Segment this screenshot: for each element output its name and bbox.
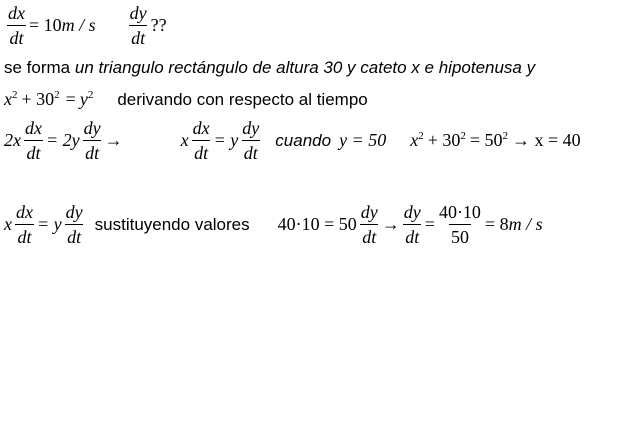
exponent: 2 — [502, 129, 509, 142]
denominator: dt — [15, 224, 33, 246]
numerator: dy — [83, 118, 101, 138]
var-x: x — [4, 89, 12, 109]
var-x: x — [180, 130, 189, 150]
cuando-text: cuando — [275, 130, 332, 150]
equals-term: = 50 — [469, 130, 503, 150]
fraction-dy-dt — [240, 119, 261, 162]
denominator: dt — [192, 140, 210, 162]
fraction-dy-dt — [64, 203, 85, 246]
exponent: 2 — [54, 88, 60, 101]
denominator: dt — [360, 224, 378, 246]
numerator: dy — [360, 202, 378, 222]
denominator: dt — [83, 140, 101, 162]
denominator: dt — [24, 140, 42, 162]
var-x: x — [410, 130, 419, 150]
numerator: dx — [192, 118, 210, 138]
question-marks: ?? — [150, 15, 167, 35]
fraction-dx-dt — [191, 119, 212, 162]
numerator: dy — [403, 202, 421, 222]
fraction-dy-dt — [128, 4, 149, 47]
arrow: → — [104, 130, 123, 150]
exponent: 2 — [12, 88, 18, 101]
unit: m / s — [508, 214, 543, 234]
line-5 — [4, 203, 543, 246]
numerator: dx — [16, 202, 33, 222]
fraction-calc — [437, 203, 483, 246]
condition: y = 50 — [339, 130, 387, 150]
calc: 40·10 = 50 — [277, 214, 357, 234]
numerator: dx — [8, 3, 25, 23]
unit: m / s — [61, 15, 96, 35]
fraction-dy-dt — [402, 203, 423, 246]
fraction-dx-dt — [6, 4, 27, 47]
denominator: dt — [129, 25, 147, 47]
exponent: 2 — [87, 88, 94, 101]
numerator: dy — [129, 3, 147, 23]
arrow: → — [381, 214, 400, 234]
fraction-dy-dt — [359, 203, 380, 246]
fraction-dx-dt — [23, 119, 44, 162]
equals-term: = y — [213, 130, 239, 150]
denominator: dt — [7, 25, 25, 47]
plus-term: + 30 — [21, 89, 55, 109]
numerator: dy — [65, 202, 83, 222]
exponent: 2 — [460, 129, 466, 142]
sustituyendo-text: sustituyendo valores — [94, 214, 250, 234]
numerator: dy — [242, 118, 260, 138]
equals-term: = y — [37, 214, 62, 234]
line-2 — [4, 58, 535, 78]
denominator: dt — [242, 140, 260, 162]
var-y: y — [79, 89, 88, 109]
denominator: dt — [65, 224, 83, 246]
line-2-italic: un triangulo rectángulo de altura 30 y cateto x e hipotenusa y — [74, 58, 536, 77]
exponent: 2 — [418, 129, 424, 142]
denominator: dt — [403, 224, 421, 246]
line-3 — [4, 89, 368, 110]
coef: 2x — [4, 130, 21, 150]
var-x: x — [4, 214, 12, 234]
fraction-dy-dt — [82, 119, 103, 162]
equals-value: = 10 — [29, 15, 62, 35]
equals: = — [424, 214, 435, 234]
denominator: 50 — [449, 224, 471, 246]
line-4 — [4, 119, 581, 162]
plus-term: + 30 — [427, 130, 461, 150]
derivando-text: derivando con respecto al tiempo — [117, 89, 368, 109]
line-1 — [4, 4, 167, 47]
result: → x = 40 — [512, 130, 581, 150]
numerator: 40·10 — [438, 202, 481, 222]
line-2-prefix: se forma — [4, 58, 75, 77]
fraction-dx-dt — [14, 203, 35, 246]
equals: = — [65, 89, 76, 109]
result: = 8 — [484, 214, 509, 234]
equals-term: = 2y — [46, 130, 80, 150]
numerator: dx — [25, 118, 42, 138]
